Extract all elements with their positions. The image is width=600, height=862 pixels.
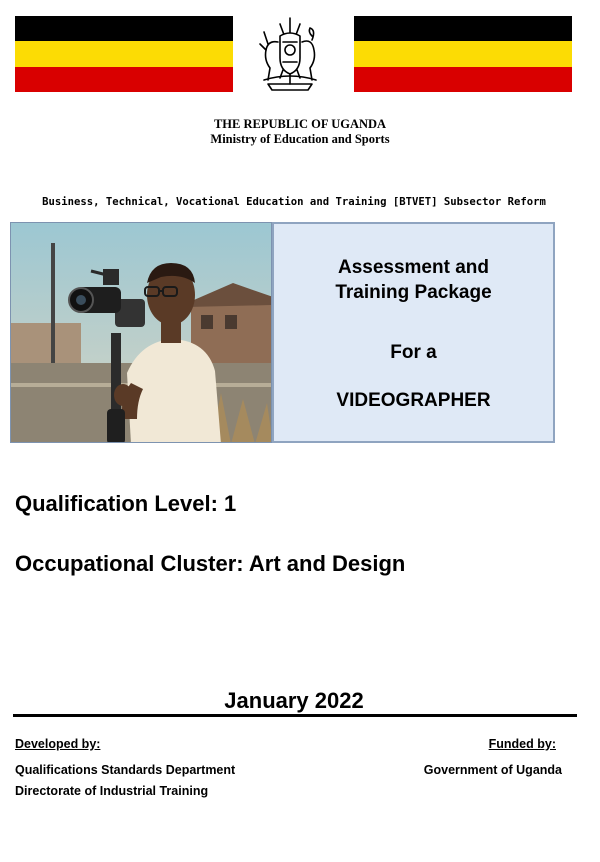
funded-by-label: Funded by:: [488, 737, 556, 751]
ministry-heading: Ministry of Education and Sports: [210, 132, 390, 146]
horizontal-rule: [13, 714, 577, 717]
occupational-cluster: Occupational Cluster: Art and Design: [15, 551, 406, 576]
developer-directorate: Directorate of Industrial Training: [15, 784, 209, 798]
videographer-photo: [10, 222, 272, 443]
subsector-line: Business, Technical, Vocational Education and Training [BTVET] Subsector Reform: [42, 196, 546, 208]
uganda-flag-right: [354, 16, 572, 92]
funder-name: Government of Uganda: [423, 763, 562, 777]
republic-heading: THE REPUBLIC OF UGANDA: [213, 117, 387, 131]
occupation-title: VIDEOGRAPHER: [336, 390, 491, 411]
publication-date: January 2022: [224, 688, 364, 713]
title-line-1: Assessment and: [337, 257, 489, 278]
title-line-2: Training Package: [335, 282, 492, 303]
qualification-level: Qualification Level: 1: [15, 491, 237, 516]
coat-of-arms-icon: [254, 14, 326, 94]
developer-department: Qualifications Standards Department: [15, 763, 236, 777]
uganda-flag-left: [15, 16, 233, 92]
developed-by-label: Developed by:: [15, 737, 101, 751]
title-line-3: For a: [390, 342, 437, 363]
title-box: [272, 222, 555, 443]
